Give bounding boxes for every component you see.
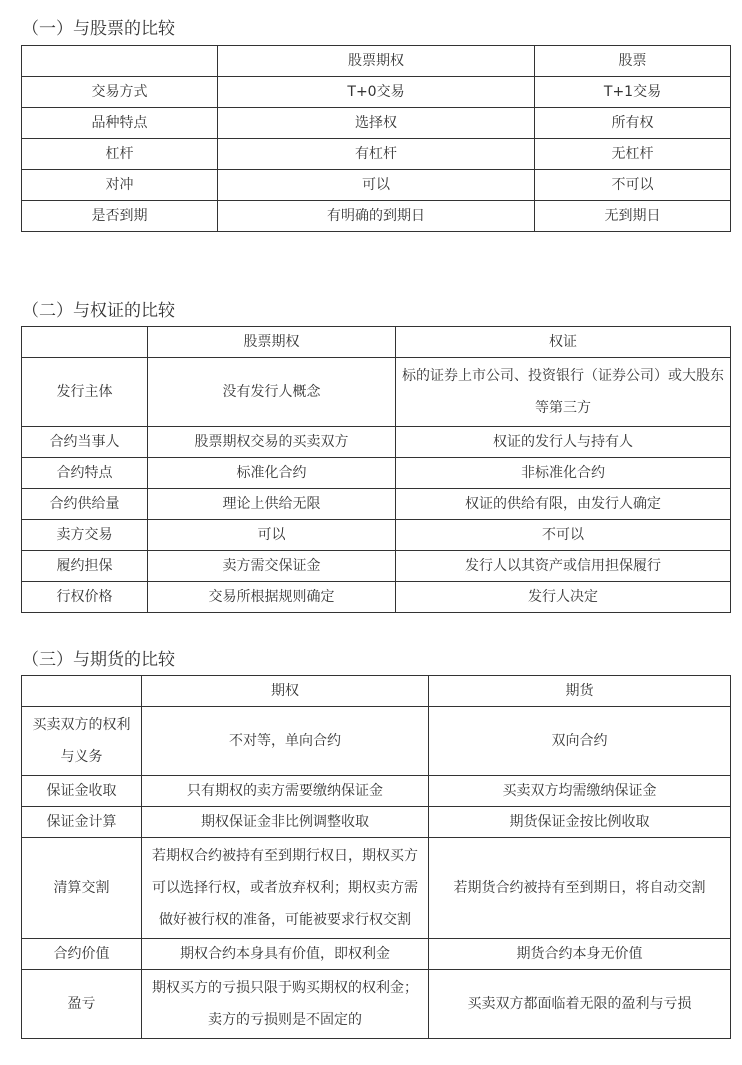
header-cell: 股票期权 — [148, 327, 396, 358]
table-cell: 有明确的到期日 — [218, 201, 535, 232]
table-cell: 若期权合约被持有至到期行权日，期权买方可以选择行权，或者放弃权利；期权卖方需做好被行权的准备，可能被要求行权交割 — [142, 838, 429, 939]
table-row — [22, 551, 731, 582]
row-label: 行权价格 — [22, 582, 148, 613]
table-cell: T+1交易 — [535, 77, 731, 108]
row-label: 保证金收取 — [22, 776, 142, 807]
table-row — [22, 520, 731, 551]
table-cell: 卖方需交保证金 — [148, 551, 396, 582]
section-title-stock: （一）与股票的比较 — [22, 19, 175, 39]
table-futures-comparison — [21, 675, 731, 1039]
table-row — [22, 77, 731, 108]
table-cell: 非标准化合约 — [396, 458, 731, 489]
row-label: 合约供给量 — [22, 489, 148, 520]
table-cell: 不可以 — [535, 170, 731, 201]
table-cell: T+0交易 — [218, 77, 535, 108]
header-cell: 权证 — [396, 327, 731, 358]
row-label: 保证金计算 — [22, 807, 142, 838]
table-row — [22, 139, 731, 170]
table-cell: 交易所根据规则确定 — [148, 582, 396, 613]
row-label: 发行主体 — [22, 358, 148, 427]
table-cell: 没有发行人概念 — [148, 358, 396, 427]
header-cell: 股票 — [535, 46, 731, 77]
table-cell: 无到期日 — [535, 201, 731, 232]
row-label: 合约价值 — [22, 939, 142, 970]
header-cell: 期货 — [429, 676, 731, 707]
table-cell: 期权买方的亏损只限于购买期权的权利金；卖方的亏损则是不固定的 — [142, 970, 429, 1039]
table-header-row — [22, 46, 731, 77]
table-row — [22, 707, 731, 776]
table-stock-comparison — [21, 45, 731, 232]
row-label: 卖方交易 — [22, 520, 148, 551]
row-label: 对冲 — [22, 170, 218, 201]
table-row — [22, 489, 731, 520]
table-row — [22, 201, 731, 232]
table-cell: 不对等，单向合约 — [142, 707, 429, 776]
table-row — [22, 970, 731, 1039]
row-label: 盈亏 — [22, 970, 142, 1039]
row-label: 买卖双方的权利与义务 — [22, 707, 142, 776]
table-cell: 双向合约 — [429, 707, 731, 776]
table-cell: 所有权 — [535, 108, 731, 139]
table-cell: 买卖双方都面临着无限的盈利与亏损 — [429, 970, 731, 1039]
table-cell: 有杠杆 — [218, 139, 535, 170]
row-label: 清算交割 — [22, 838, 142, 939]
table-cell: 理论上供给无限 — [148, 489, 396, 520]
table-cell: 选择权 — [218, 108, 535, 139]
table-row — [22, 108, 731, 139]
row-label: 交易方式 — [22, 77, 218, 108]
table-header-row — [22, 327, 731, 358]
table-cell: 无杠杆 — [535, 139, 731, 170]
section-title-futures: （三）与期货的比较 — [22, 650, 175, 670]
table-row — [22, 838, 731, 939]
table-cell: 期权合约本身具有价值，即权利金 — [142, 939, 429, 970]
section-title-warrant: （二）与权证的比较 — [22, 301, 175, 321]
table-cell: 期货保证金按比例收取 — [429, 807, 731, 838]
header-cell — [22, 676, 142, 707]
row-label: 杠杆 — [22, 139, 218, 170]
table-row — [22, 458, 731, 489]
table-cell: 期权保证金非比例调整收取 — [142, 807, 429, 838]
header-cell: 股票期权 — [218, 46, 535, 77]
table-cell: 买卖双方均需缴纳保证金 — [429, 776, 731, 807]
table-header-row — [22, 676, 731, 707]
table-row — [22, 776, 731, 807]
header-cell — [22, 327, 148, 358]
row-label: 履约担保 — [22, 551, 148, 582]
row-label: 是否到期 — [22, 201, 218, 232]
row-label: 合约当事人 — [22, 427, 148, 458]
table-row — [22, 358, 731, 427]
header-cell: 期权 — [142, 676, 429, 707]
table-row — [22, 807, 731, 838]
table-cell: 可以 — [148, 520, 396, 551]
table-cell: 只有期权的卖方需要缴纳保证金 — [142, 776, 429, 807]
table-row — [22, 939, 731, 970]
table-cell: 不可以 — [396, 520, 731, 551]
table-cell: 标准化合约 — [148, 458, 396, 489]
header-cell — [22, 46, 218, 77]
table-row — [22, 582, 731, 613]
table-cell: 发行人以其资产或信用担保履行 — [396, 551, 731, 582]
table-cell: 发行人决定 — [396, 582, 731, 613]
row-label: 品种特点 — [22, 108, 218, 139]
table-cell: 可以 — [218, 170, 535, 201]
table-cell: 标的证券上市公司、投资银行（证券公司）或大股东等第三方 — [396, 358, 731, 427]
table-cell: 权证的供给有限，由发行人确定 — [396, 489, 731, 520]
table-cell: 股票期权交易的买卖双方 — [148, 427, 396, 458]
row-label: 合约特点 — [22, 458, 148, 489]
table-cell: 若期货合约被持有至到期日，将自动交割 — [429, 838, 731, 939]
table-row — [22, 170, 731, 201]
table-cell: 权证的发行人与持有人 — [396, 427, 731, 458]
table-cell: 期货合约本身无价值 — [429, 939, 731, 970]
table-warrant-comparison — [21, 326, 731, 613]
table-row — [22, 427, 731, 458]
